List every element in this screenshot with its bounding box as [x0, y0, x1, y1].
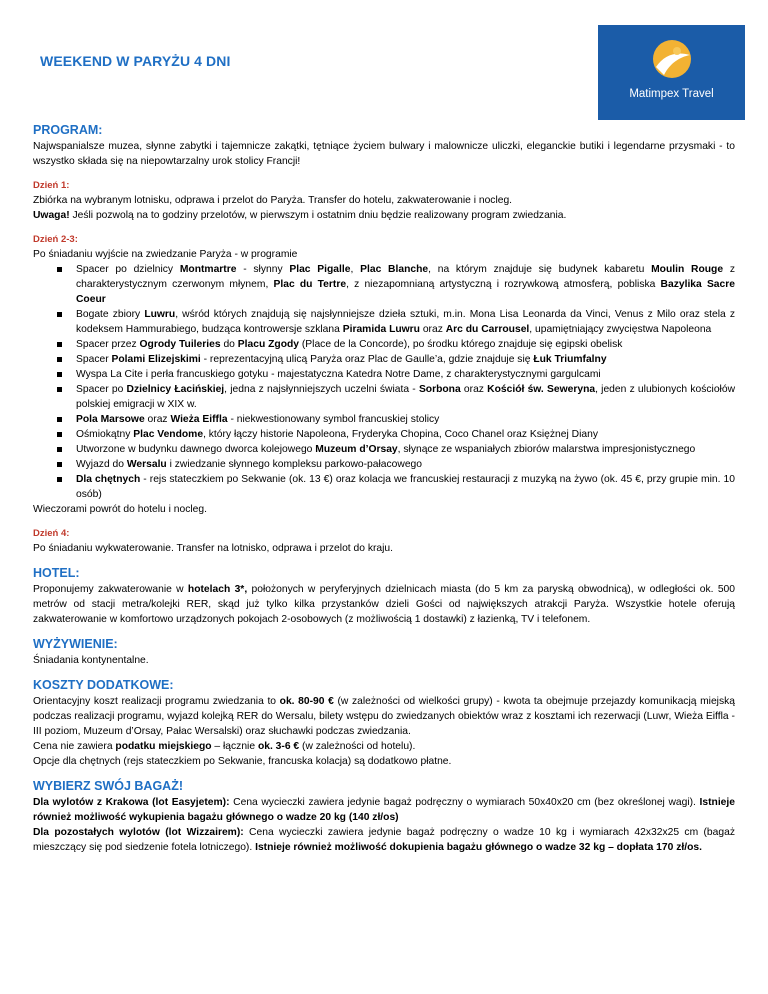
baggage-text-2: [33, 825, 735, 855]
bold-text: Dzielnicy Łacińskiej: [126, 384, 225, 395]
text-run: Orientacyjny koszt realizacji programu zwiedzania to: [33, 696, 280, 707]
sightseeing-list: [33, 262, 735, 502]
text-run: położonych w peryferyjnych dzielnicach miasta (do 5 km za paryską obwodnicą), w odległości ok. 500 metrów od stacji metra/kolejki RER, skąd już tylko kilka przystanków dzieli Gości od największych atrakcji Paryża. Wszystkie hotele oferują zakwaterowanie w komfortowo urządzonych pokojach 2-osobowych (z możliwością 1 dostawki) z łazienką, TV i telefonem.: [33, 584, 736, 625]
text-run: i zwiedzanie słynnego kompleksu parkowo-pałacowego: [166, 459, 422, 470]
text-run: - rejs stateczkiem po Sekwanie (ok. 13 €) oraz kolacja we francuskiej restauracji z muzyką na żywo (ok. 45 €, przy grupie min. 10 osób): [76, 474, 735, 500]
baggage-text-1: [33, 795, 735, 825]
note-text: Jeśli pozwolą na to godziny przelotów, w pierwszym i ostatnim dniu będzie realizowany program zwiedzania.: [69, 210, 567, 221]
list-item: [76, 352, 735, 367]
text-run: , który łączy historie Napoleona, Fryderyka Chopina, Coco Chanel oraz Księżnej Diany: [203, 429, 598, 440]
bold-text: Ogrody Tuileries: [139, 339, 221, 350]
day-4-text: Po śniadaniu wykwaterowanie. Transfer na lotnisko, odprawa i przelot do kraju.: [33, 543, 394, 554]
bold-text: Plac Blanche: [360, 264, 429, 275]
text-run: , na którym znajduje się budynek kabaretu: [428, 264, 652, 275]
day-2-3-intro: Po śniadaniu wyjście na zwiedzanie Paryża - w programie: [33, 249, 298, 260]
day-1-text: Zbiórka na wybranym lotnisku, odprawa i przelot do Paryża. Transfer do hotelu, zakwaterowanie i nocleg.: [33, 195, 513, 206]
list-item: [76, 367, 735, 382]
bold-text: Dla wylotów z Krakowa (lot Easyjetem):: [33, 797, 230, 808]
bold-text: Polami Elizejskimi: [111, 354, 201, 365]
list-item: [76, 472, 735, 502]
bold-text: Kościół św. Seweryna: [487, 384, 596, 395]
list-item: [76, 262, 735, 307]
text-run: (w zależności od hotelu).: [299, 741, 416, 752]
document-body: [33, 122, 735, 855]
bold-text: Muzeum d’Orsay: [315, 444, 398, 455]
bold-text: Łuk Triumfalny: [533, 354, 607, 365]
text-run: , jeden z ulubionych kościołów polskiej emigracji w XIX w.: [76, 384, 736, 410]
bold-text: Plac du Tertre: [273, 279, 347, 290]
program-heading: PROGRAM:: [33, 123, 103, 137]
text-run: Spacer po dzielnicy: [76, 264, 180, 275]
list-item: [76, 427, 735, 442]
day-2-3-label: Dzień 2-3:: [33, 234, 78, 245]
bold-text: podatku miejskiego: [115, 741, 212, 752]
list-item: [76, 382, 735, 412]
bold-text: Piramida Luwru: [342, 324, 420, 335]
bold-text: Plac Pigalle: [289, 264, 351, 275]
food-heading: WYŻYWIENIE:: [33, 637, 118, 651]
day-2-3-outro: Wieczorami powrót do hotelu i nocleg.: [33, 504, 207, 515]
costs-text-3: Opcje dla chętnych (rejs stateczkiem po Sekwanie, francuska kolacja) są dodatkowo płatne.: [33, 756, 452, 767]
bold-text: Plac Vendome: [133, 429, 204, 440]
text-run: ,: [350, 264, 361, 275]
text-run: Wyjazd do: [76, 459, 127, 470]
text-run: Bogate zbiory: [76, 309, 145, 320]
bold-text: ok. 80-90 €: [279, 696, 334, 707]
bold-text: Montmartre: [179, 264, 237, 275]
text-run: Wyspa La Cite i perła francuskiego gotyku - majestatyczna Katedra Notre Dame, z charakterystycznymi gargulcami: [76, 369, 601, 380]
day-4-label: Dzień 4:: [33, 528, 70, 539]
text-run: - reprezentacyjną ulicą Paryża oraz Plac de Gaulle’a, gdzie znajduje się: [200, 354, 534, 365]
text-run: Cena wycieczki zawiera jedynie bagaż podręczny o wadze 10 kg i wymiarach 42x32x25 cm (bagaż mieszczący się pod siedzenie fotela lotniczego).: [33, 827, 735, 853]
bold-text: Wieża Eiffla: [170, 414, 228, 425]
list-item: [76, 442, 735, 457]
bold-text: Pola Marsowe: [76, 414, 145, 425]
text-run: z charakterystycznym czerwonym młynem,: [76, 264, 735, 290]
text-run: - niekwestionowany symbol francuskiej stolicy: [227, 414, 440, 425]
costs-text-2: [33, 739, 735, 754]
text-run: oraz: [460, 384, 488, 395]
note-label: Uwaga!: [33, 210, 70, 221]
list-item: [76, 337, 735, 352]
text-run: Cena nie zawiera: [33, 741, 116, 752]
bold-text: Sorbona: [418, 384, 461, 395]
bold-text: Dla pozostałych wylotów (lot Wizzairem):: [33, 827, 244, 838]
text-run: do: [220, 339, 238, 350]
bold-text: Dla chętnych: [76, 474, 141, 485]
text-run: - słynny: [236, 264, 290, 275]
text-run: Spacer po: [76, 384, 127, 395]
bold-text: Moulin Rouge: [651, 264, 724, 275]
text-run: , upamiętniający zwycięstwa Napoleona: [529, 324, 712, 335]
text-run: – łącznie: [211, 741, 258, 752]
text-run: Spacer: [76, 354, 112, 365]
logo-text: Matimpex Travel: [629, 88, 714, 100]
bold-text: Placu Zgody: [237, 339, 299, 350]
bold-text: Luwru: [144, 309, 176, 320]
text-run: oraz: [419, 324, 446, 335]
program-intro: Najwspanialsze muzea, słynne zabytki i tajemnicze zakątki, tętniące życiem bulwary i malownicze uliczki, eleganckie butiki i legendarne przysmaki - to wszystko składa się na niepowtarzalny urok stolicy Francji!: [33, 141, 735, 167]
text-run: Utworzone w budynku dawnego dworca kolejowego: [76, 444, 316, 455]
text-run: (Place de la Concorde), po środku którego znajduje się egipski obelisk: [299, 339, 623, 350]
day-1-note: [33, 208, 735, 223]
bold-text: Wersalu: [126, 459, 167, 470]
bold-text: Istnieje również możliwość dokupienia bagażu głównego o wadze 32 kg – dopłata 170 zł/os.: [255, 842, 702, 853]
sun-logo-icon: [650, 37, 694, 81]
text-run: oraz: [144, 414, 171, 425]
text-run: Cena wycieczki zawiera jedynie bagaż podręczny o wymiarach 50x40x20 cm (bez określonej wagi).: [229, 797, 700, 808]
document-title: WEEKEND W PARYŻU 4 DNI: [40, 53, 231, 69]
bold-text: Istnieje również możliwość wykupienia bagażu głównego o wadze 20 kg (140 zł/os): [33, 797, 735, 823]
text-run: Proponujemy zakwaterowanie w: [33, 584, 188, 595]
baggage-heading: WYBIERZ SWÓJ BAGAŻ!: [33, 779, 183, 793]
text-run: Ośmiokątny: [76, 429, 134, 440]
company-logo: [598, 25, 745, 120]
list-item: [76, 307, 735, 337]
hotel-text: [33, 582, 735, 627]
text-run: (w zależności od wielkości grupy) - kwota ta obejmuje przejazdy komunikacją miejską podczas realizacji programu, wyjazd kolejką RER do Wersalu, bilety wstępu do zwiedzanych obiektów wraz z kosztami ich rezerwacji (Luwr, Wieża Eiffla - III poziom, Muzeum d’Orsay, Pałac Wersalski) oraz słuchawki podczas zwiedzania.: [33, 696, 735, 737]
list-item: [76, 412, 735, 427]
day-1-label: Dzień 1:: [33, 180, 70, 191]
costs-text-1: [33, 694, 735, 739]
bold-text: Bazylika Sacre Coeur: [76, 279, 735, 305]
costs-heading: KOSZTY DODATKOWE:: [33, 678, 174, 692]
text-run: , słynące ze wspaniałych zbiorów malarstwa impresjonistycznego: [397, 444, 696, 455]
hotel-heading: HOTEL:: [33, 566, 80, 580]
bold-text: ok. 3-6 €: [257, 741, 300, 752]
list-item: [76, 457, 735, 472]
text-run: , wśród których znajdują się najsłynniejsze dzieła sztuki, m.in. Mona Lisa Leonarda da Vinci, Venus z Milo oraz stela z kodeksem Hammurabiego, budząca kontrowersje szklana: [76, 309, 735, 335]
text-run: , z niezapomnianą artystyczną i rozrywkową atmosferą, pobliska: [346, 279, 661, 290]
bold-text: hotelach 3*,: [187, 584, 248, 595]
bold-text: Arc du Carrousel: [445, 324, 530, 335]
text-run: Spacer przez: [76, 339, 140, 350]
text-run: , jedna z najsłynniejszych uczelni świata -: [224, 384, 419, 395]
food-text: Śniadania kontynentalne.: [33, 655, 149, 666]
